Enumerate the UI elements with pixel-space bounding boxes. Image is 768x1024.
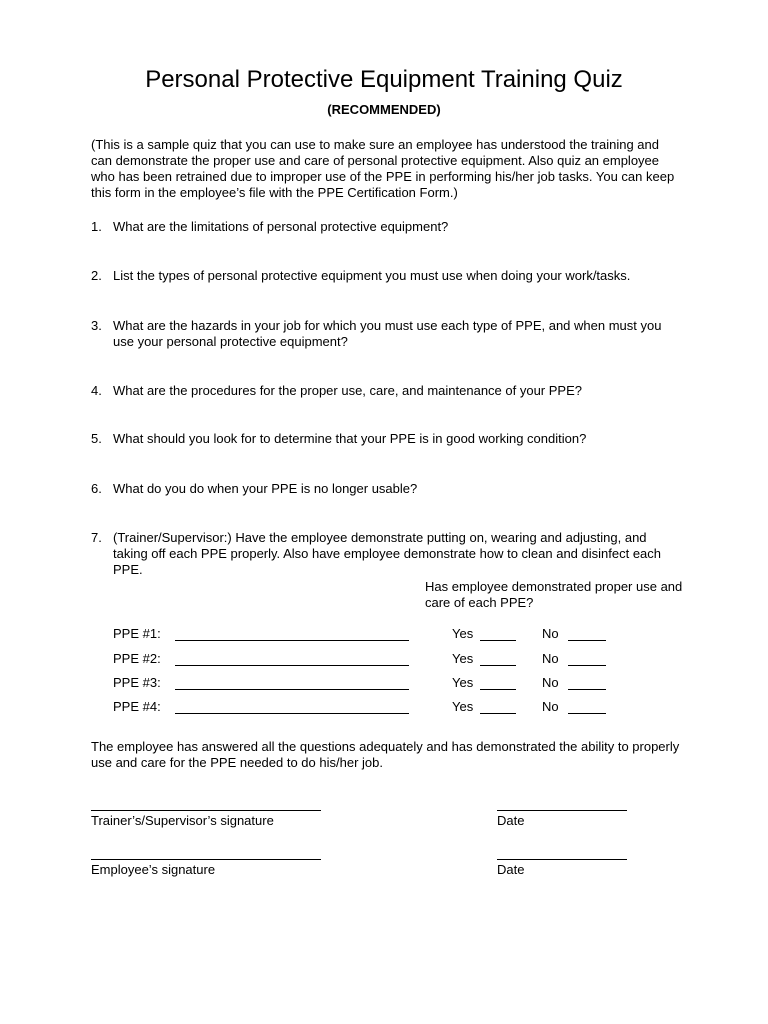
no-label: No xyxy=(542,651,559,666)
no-field[interactable] xyxy=(568,689,606,690)
employee-signature-field[interactable] xyxy=(91,859,321,860)
trainer-date-label: Date xyxy=(497,813,525,828)
employee-signature-label: Employee’s signature xyxy=(91,862,216,877)
ppe-name-field[interactable] xyxy=(175,689,409,690)
no-field[interactable] xyxy=(568,640,606,641)
ppe-name-field[interactable] xyxy=(175,665,409,666)
ppe-name-field[interactable] xyxy=(175,713,409,714)
employee-date-label: Date xyxy=(497,862,525,877)
question-text: What are the hazards in your job for which you must use each type of PPE, and when must you use your personal protective equipment? xyxy=(113,318,662,349)
question-text: What are the procedures for the proper use, care, and maintenance of your PPE? xyxy=(113,383,582,398)
yes-field[interactable] xyxy=(480,713,516,714)
question-number: 3. xyxy=(91,318,102,333)
ppe-label: PPE #1: xyxy=(113,626,161,641)
question-number: 1. xyxy=(91,219,102,234)
question-number: 5. xyxy=(91,431,102,446)
ppe-label: PPE #2: xyxy=(113,651,161,666)
ppe-name-field[interactable] xyxy=(175,640,409,641)
question-text: What are the limitations of personal protective equipment? xyxy=(113,219,449,234)
trainer-signature-field[interactable] xyxy=(91,810,321,811)
question-number: 4. xyxy=(91,383,102,398)
yes-label: Yes xyxy=(452,699,474,714)
yes-label: Yes xyxy=(452,626,474,641)
question-number: 6. xyxy=(91,481,102,496)
question-number: 7. xyxy=(91,530,102,545)
trainer-date-field[interactable] xyxy=(497,810,627,811)
demo-question: Has employee demonstrated proper use and care of each PPE? xyxy=(425,579,683,610)
ppe-label: PPE #4: xyxy=(113,699,161,714)
yes-label: Yes xyxy=(452,675,474,690)
question-number: 2. xyxy=(91,268,102,283)
no-field[interactable] xyxy=(568,713,606,714)
closing-statement: The employee has answered all the questions adequately and has demonstrated the ability to properly use and care for the PPE needed to do his/her job. xyxy=(91,739,680,770)
yes-field[interactable] xyxy=(480,689,516,690)
no-field[interactable] xyxy=(568,665,606,666)
yes-field[interactable] xyxy=(480,665,516,666)
document-title: Personal Protective Equipment Training Quiz xyxy=(145,66,623,93)
ppe-label: PPE #3: xyxy=(113,675,161,690)
question-text: What should you look for to determine that your PPE is in good working condition? xyxy=(113,431,587,446)
no-label: No xyxy=(542,626,559,641)
intro-paragraph: (This is a sample quiz that you can use to make sure an employee has understood the training and can demonstrate the proper use and care of personal protective equipment. Also quiz an employee who has been retrained due to improper use of the PPE in performing his/her job tasks. You can keep this form in the employee’s file with the PPE Certification Form.) xyxy=(91,137,675,200)
question-text: What do you do when your PPE is no longer usable? xyxy=(113,481,418,496)
no-label: No xyxy=(542,699,559,714)
no-label: No xyxy=(542,675,559,690)
question-text: List the types of personal protective equipment you must use when doing your work/tasks. xyxy=(113,268,631,283)
document-subtitle: (RECOMMENDED) xyxy=(327,102,441,117)
yes-label: Yes xyxy=(452,651,474,666)
employee-date-field[interactable] xyxy=(497,859,627,860)
yes-field[interactable] xyxy=(480,640,516,641)
question-text: (Trainer/Supervisor:) Have the employee demonstrate putting on, wearing and adjusting, and taking off each PPE properly. Also have employee demonstrate how to clean and disinfect each PPE. xyxy=(113,530,662,577)
trainer-signature-label: Trainer’s/Supervisor’s signature xyxy=(91,813,274,828)
